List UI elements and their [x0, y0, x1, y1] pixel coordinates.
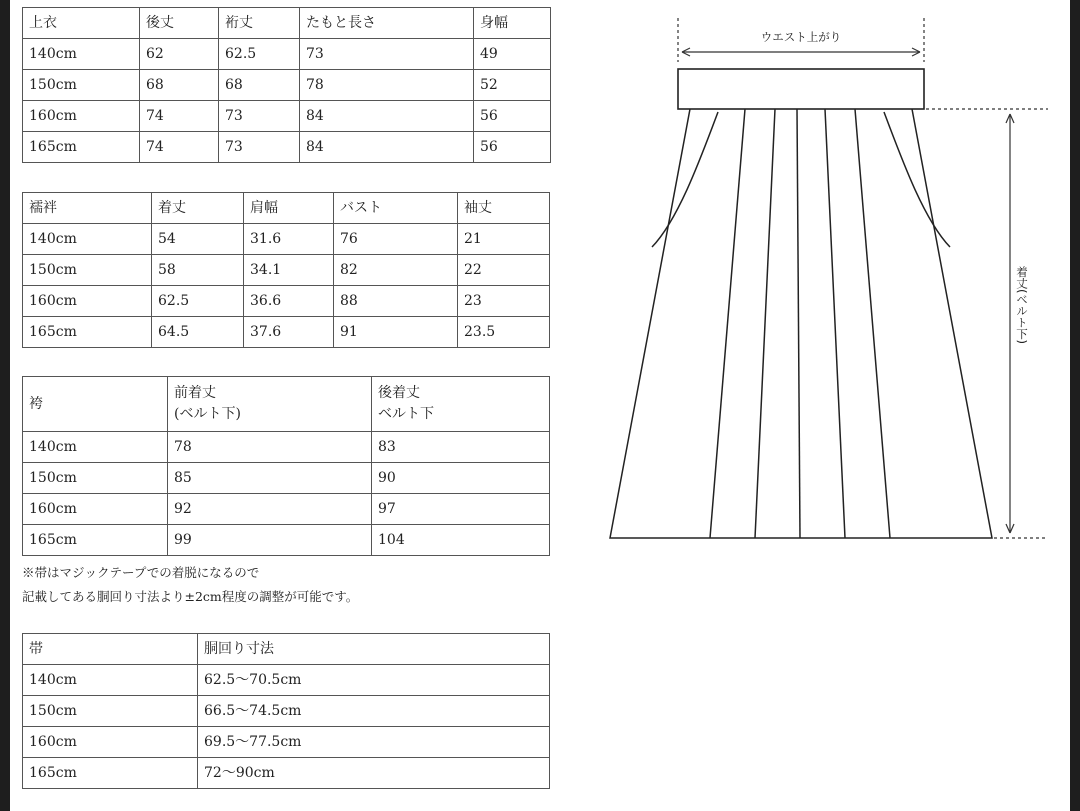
table-row	[23, 317, 550, 348]
note-line-1: ※帯はマジックテープでの着脱になるので	[22, 565, 260, 580]
table-row	[23, 432, 550, 463]
header-cell	[372, 377, 550, 432]
skirt-outline	[610, 109, 992, 538]
note-line-2: 記載してある胴回り寸法より±2cm程度の調整が可能です。	[22, 589, 359, 604]
length-label: 着丈(ベルト下)	[1015, 266, 1029, 344]
table-cell: 62.5	[219, 39, 300, 70]
table-header-row	[23, 634, 550, 665]
table-cell: 165cm	[23, 758, 198, 789]
table-jacket	[22, 7, 551, 163]
header-cell: 後丈	[140, 8, 219, 39]
table-header-row	[23, 377, 550, 432]
table-cell: 150cm	[23, 463, 168, 494]
table-cell: 160cm	[23, 101, 140, 132]
pleat-line	[755, 109, 775, 538]
table-cell: 140cm	[23, 665, 198, 696]
table-row	[23, 224, 550, 255]
table-cell: 150cm	[23, 70, 140, 101]
header-cell: 裄丈	[219, 8, 300, 39]
table-cell: 36.6	[244, 286, 334, 317]
table-cell: 72〜90cm	[198, 758, 550, 789]
table-row	[23, 101, 551, 132]
header-sublabel: (ベルト下)	[174, 406, 241, 422]
table-cell: 140cm	[23, 39, 140, 70]
table-cell: 68	[140, 70, 219, 101]
table-cell: 74	[140, 132, 219, 163]
table-row	[23, 132, 551, 163]
table-cell: 23	[458, 286, 550, 317]
header-cell: 肩幅	[244, 193, 334, 224]
table-cell: 31.6	[244, 224, 334, 255]
table-cell: 84	[300, 132, 474, 163]
table-row	[23, 758, 550, 789]
table-cell: 69.5〜77.5cm	[198, 727, 550, 758]
table-cell: 140cm	[23, 432, 168, 463]
table-row	[23, 727, 550, 758]
pleat-line	[797, 109, 800, 538]
header-sublabel: ベルト下	[378, 406, 434, 422]
table-cell: 84	[300, 101, 474, 132]
table-cell: 160cm	[23, 727, 198, 758]
header-cell: 上衣	[23, 8, 140, 39]
table-row	[23, 70, 551, 101]
waistband	[678, 69, 924, 109]
table-cell: 85	[168, 463, 372, 494]
table-row	[23, 494, 550, 525]
pleat-line	[710, 109, 745, 538]
table-cell: 150cm	[23, 255, 152, 286]
table-cell: 78	[300, 70, 474, 101]
table-cell: 88	[334, 286, 458, 317]
table-cell: 165cm	[23, 132, 140, 163]
table-cell: 21	[458, 224, 550, 255]
table-cell: 52	[474, 70, 551, 101]
table-cell: 97	[372, 494, 550, 525]
table-cell: 73	[300, 39, 474, 70]
table-cell: 54	[152, 224, 244, 255]
table-cell: 165cm	[23, 525, 168, 556]
table-cell: 82	[334, 255, 458, 286]
table-belt	[22, 633, 550, 789]
header-cell: 襦袢	[23, 193, 152, 224]
skirt-body	[610, 109, 992, 538]
table-row	[23, 255, 550, 286]
table-cell: 104	[372, 525, 550, 556]
table-row	[23, 665, 550, 696]
table-cell: 91	[334, 317, 458, 348]
table-cell: 150cm	[23, 696, 198, 727]
table-cell: 78	[168, 432, 372, 463]
pleat-line	[825, 109, 845, 538]
table-cell: 56	[474, 132, 551, 163]
table-cell: 74	[140, 101, 219, 132]
table-cell: 62.5	[152, 286, 244, 317]
table-cell: 34.1	[244, 255, 334, 286]
table-cell: 37.6	[244, 317, 334, 348]
pleat-line	[855, 109, 890, 538]
table-cell: 56	[474, 101, 551, 132]
table-cell: 76	[334, 224, 458, 255]
header-cell: 身幅	[474, 8, 551, 39]
hakama-diagram	[600, 0, 1060, 560]
header-cell: たもと長さ	[300, 8, 474, 39]
table-cell: 140cm	[23, 224, 152, 255]
header-cell: 帯	[23, 634, 198, 665]
table-cell: 73	[219, 101, 300, 132]
length-dimension	[926, 109, 1048, 538]
table-row	[23, 39, 551, 70]
table-row	[23, 463, 550, 494]
table-cell: 92	[168, 494, 372, 525]
table-cell: 68	[219, 70, 300, 101]
table-row	[23, 525, 550, 556]
header-cell: 胴回り寸法	[198, 634, 550, 665]
header-label: 前着丈	[174, 385, 216, 401]
header-cell: バスト	[334, 193, 458, 224]
table-cell: 49	[474, 39, 551, 70]
table-cell: 165cm	[23, 317, 152, 348]
table-cell: 64.5	[152, 317, 244, 348]
table-undergarment	[22, 192, 550, 348]
table-cell: 23.5	[458, 317, 550, 348]
waist-label: ウエスト上がり	[760, 30, 842, 44]
table-cell: 22	[458, 255, 550, 286]
table-header-row	[23, 193, 550, 224]
header-cell: 袖丈	[458, 193, 550, 224]
table-row	[23, 286, 550, 317]
table-hakama	[22, 376, 550, 556]
table-cell: 99	[168, 525, 372, 556]
table-cell: 58	[152, 255, 244, 286]
table-cell: 83	[372, 432, 550, 463]
table-cell: 160cm	[23, 494, 168, 525]
table-header-row	[23, 8, 551, 39]
table-cell: 66.5〜74.5cm	[198, 696, 550, 727]
table-cell: 62.5〜70.5cm	[198, 665, 550, 696]
table-cell: 73	[219, 132, 300, 163]
header-cell	[168, 377, 372, 432]
table-row	[23, 696, 550, 727]
header-cell: 袴	[23, 377, 168, 432]
header-cell: 着丈	[152, 193, 244, 224]
table-cell: 160cm	[23, 286, 152, 317]
table-cell: 90	[372, 463, 550, 494]
header-label: 後着丈	[378, 385, 420, 401]
table-cell: 62	[140, 39, 219, 70]
